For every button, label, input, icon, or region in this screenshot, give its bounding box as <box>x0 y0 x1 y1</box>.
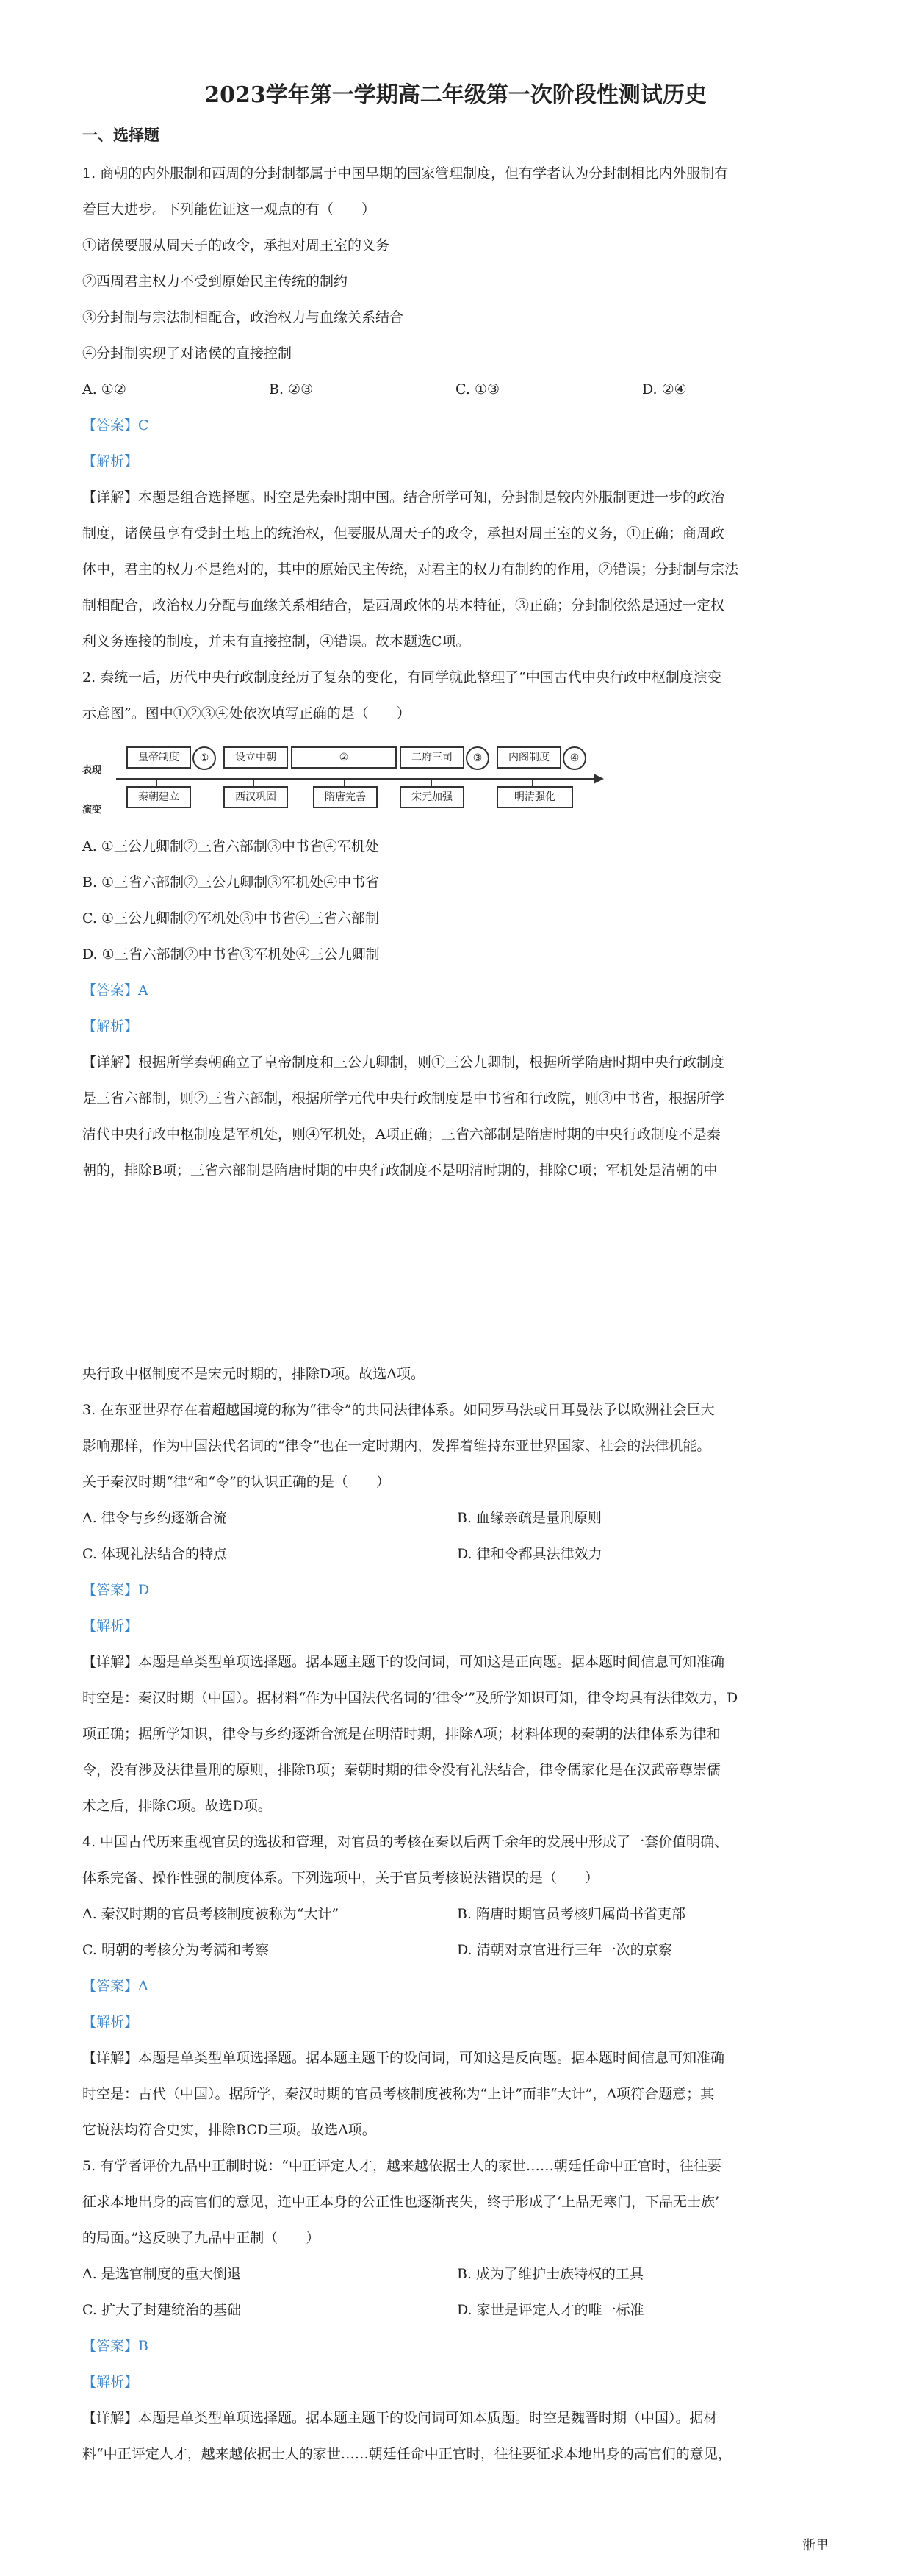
analysis-label: 【解析】 <box>82 453 139 469</box>
option-b: B. ②③ <box>269 381 314 397</box>
box-emperor-system: 皇帝制度 <box>126 746 191 769</box>
options <box>82 1896 832 1932</box>
answer-label: 【答案】C <box>82 417 149 433</box>
question-stem: 体系完备、操作性强的制度体系。下列选项中，关于官员考核说法错误的是（ ） <box>82 1870 599 1886</box>
question-1 <box>82 156 832 660</box>
detail-line: 料“中正评定人才，越来越依据士人的家世……朝廷任命中正官时，往往要征求本地出身的高官们的意见， <box>82 2446 732 2462</box>
option-c: C. ①三公九卿制②军机处③中书省④三省六部制 <box>82 910 379 927</box>
option-b: B. ①三省六部制②三公九卿制③军机处④中书省 <box>82 874 380 891</box>
detail-line: 央行政中枢制度不是宋元时期的，排除D项。故选A项。 <box>82 1366 425 1382</box>
option-d: D. ①三省六部制②中书省③军机处④三公九卿制 <box>82 946 380 963</box>
blank-1: ① <box>192 746 216 770</box>
detail-line: 【详解】本题是组合选择题。时空是先秦时期中国。结合所学可知，分封制是较内外服制更进一步的政治 <box>82 489 725 506</box>
evolution-diagram <box>82 744 611 814</box>
question-stem: 4. 中国古代历来重视官员的选拔和管理，对官员的考核在秦以后两千余年的发展中形成了一套价值明确、 <box>82 1834 729 1850</box>
box-western-han: 西汉巩固 <box>223 786 288 808</box>
detail-line: 体中，君主的权力不是绝对的，其中的原始民主传统，对君主的权力有制约的作用，②错误；分封制与宗法 <box>82 561 739 578</box>
options <box>82 1500 832 1536</box>
detail-line: 利义务连接的制度，并未有直接控制，④错误。故本题选C项。 <box>82 633 470 650</box>
box-qin: 秦朝建立 <box>126 786 191 808</box>
box-ming-qing: 明清强化 <box>497 786 573 808</box>
option-d: D. 律和令都具法律效力 <box>457 1546 602 1562</box>
page-title: 2023学年第一学期高二年级第一次阶段性测试历史 <box>204 82 707 108</box>
question-stem: 2. 秦统一后，历代中央行政制度经历了复杂的变化，有同学就此整理了“中国古代中央行政中枢制度演变 <box>82 669 721 686</box>
question-stem: 征求本地出身的高官们的意见，连中正本身的公正性也逐渐丧失，终于形成了‘上品无寒门，下品无士族’ <box>82 2194 720 2210</box>
question-stem: 影响那样，作为中国法代名词的“律令”也在一定时期内，发挥着维持东亚世界国家、社会的法律机能。 <box>82 1438 711 1454</box>
question-stem: 5. 有学者评价九品中正制时说：“中正评定人才，越来越依据士人的家世……朝廷任命中正官时，往往要 <box>82 2158 721 2174</box>
diagram-label-top: 表现 <box>82 765 102 776</box>
box-inner-court: 设立中朝 <box>223 746 288 769</box>
timeline-tick <box>532 779 533 786</box>
detail-line: 术之后，排除C项。故选D项。 <box>82 1798 272 1814</box>
detail-line: 项正确；据所学知识，律令与乡约逐渐合流是在明清时期，排除A项；材料体现的秦朝的法律体系为律和 <box>82 1726 721 1742</box>
answer-label: 【答案】A <box>82 1978 148 1994</box>
options <box>82 1932 832 1968</box>
blank-4: ④ <box>563 746 586 770</box>
option-b: B. 血缘亲疏是量刑原则 <box>457 1510 602 1526</box>
box-cabinet: 内阁制度 <box>497 746 561 769</box>
option-d: D. 清朝对京官进行三年一次的京察 <box>457 1942 672 1958</box>
blank-2: ② <box>291 746 397 769</box>
blank-3: ③ <box>466 746 489 770</box>
statement: ④分封制实现了对诸侯的直接控制 <box>82 345 292 361</box>
option-d: D. 家世是评定人才的唯一标准 <box>457 2302 644 2318</box>
question-stem: 的局面。”这反映了九品中正制（ ） <box>82 2230 320 2246</box>
options <box>82 1536 832 1572</box>
detail-line: 【详解】本题是单类型单项选择题。据本题主题干的设问词，可知这是反向题。据本题时间信息可知准确 <box>82 2050 725 2066</box>
diagram-label-bottom: 演变 <box>82 805 102 816</box>
analysis-label: 【解析】 <box>82 2374 139 2390</box>
detail-line: 时空是：秦汉时期（中国）。据材料“作为中国法代名词的‘律令’”及所学知识可知，律令均具有法律效力，D <box>82 1690 738 1706</box>
arrow-right-icon <box>594 774 604 784</box>
detail-line: 制度，诸侯虽享有受封土地上的统治权，但要服从周天子的政令，承担对周王室的义务，①正确；商周政 <box>82 525 725 542</box>
timeline-tick <box>253 779 254 786</box>
detail-line: 是三省六部制，则②三省六部制，根据所学元代中央行政制度是中书省和行政院，则③中书省，根据所学 <box>82 1090 725 1107</box>
question-stem: 关于秦汉时期“律”和“令”的认识正确的是（ ） <box>82 1474 390 1490</box>
detail-line: 清代中央行政中枢制度是军机处，则④军机处，A项正确；三省六部制是隋唐时期的中央行政制度不是秦 <box>82 1126 721 1143</box>
box-sui-tang: 隋唐完善 <box>313 786 378 808</box>
option-d: D. ②④ <box>642 381 687 397</box>
option-b: B. 隋唐时期官员考核归属尚书省吏部 <box>457 1906 686 1922</box>
option-c: C. 体现礼法结合的特点 <box>82 1546 227 1562</box>
timeline-axis <box>116 778 595 780</box>
question-stem: 1. 商朝的内外服制和西周的分封制都属于中国早期的国家管理制度，但有学者认为分封制相比内外服制有 <box>82 165 729 181</box>
question-stem: 示意图”。图中①②③④处依次填写正确的是（ ） <box>82 705 411 722</box>
question-stem: 3. 在东亚世界存在着超越国境的称为“律令”的共同法律体系。如同罗马法或日耳曼法予以欧洲社会巨大 <box>82 1402 715 1418</box>
answer-label: 【答案】A <box>82 982 148 999</box>
analysis-label: 【解析】 <box>82 1018 139 1035</box>
option-a: A. 律令与乡约逐渐合流 <box>82 1510 227 1526</box>
detail-line: 【详解】本题是单类型单项选择题。据本题主题干的设问词可知本质题。时空是魏晋时期（中国）。据材 <box>82 2410 718 2426</box>
option-a: A. 是选官制度的重大倒退 <box>82 2266 241 2282</box>
options <box>82 372 832 408</box>
analysis-label: 【解析】 <box>82 2014 139 2030</box>
option-a: A. ①三公九卿制②三省六部制③中书省④军机处 <box>82 838 379 855</box>
option-c: C. 明朝的考核分为考满和考察 <box>82 1942 269 1958</box>
statement: ②西周君主权力不受到原始民主传统的制约 <box>82 273 348 289</box>
options <box>82 2292 832 2328</box>
detail-line: 【详解】本题是单类型单项选择题。据本题主题干的设问词，可知这是正向题。据本题时间信息可知准确 <box>82 1654 725 1670</box>
statement: ③分封制与宗法制相配合，政治权力与血缘关系结合 <box>82 309 404 325</box>
analysis-label: 【解析】 <box>82 1618 139 1634</box>
box-song-yuan: 宋元加强 <box>400 786 464 808</box>
detail-line: 它说法均符合史实，排除BCD三项。故选A项。 <box>82 2122 376 2138</box>
detail-line: 制相配合，政治权力分配与血缘关系相结合，是西周政体的基本特征，③正确；分封制依然是通过一定权 <box>82 597 725 614</box>
answer-label: 【答案】B <box>82 2338 148 2354</box>
option-b: B. 成为了维护士族特权的工具 <box>457 2266 644 2282</box>
timeline-tick <box>156 779 157 786</box>
question-2 <box>82 660 832 1189</box>
detail-line: 朝的，排除B项；三省六部制是隋唐时期的中央行政制度不是明清时期的，排除C项；军机处是清朝的中 <box>82 1162 718 1179</box>
option-a: A. 秦汉时期的官员考核制度被称为“大计” <box>82 1906 339 1922</box>
options <box>82 2256 832 2292</box>
detail-line: 令，没有涉及法律量刑的原则，排除B项；秦朝时期的律令没有礼法结合，律令儒家化是在汉武帝尊崇儒 <box>82 1762 721 1778</box>
timeline-tick <box>431 779 432 786</box>
option-c: C. ①③ <box>455 381 500 397</box>
box-two-offices: 二府三司 <box>400 746 464 769</box>
statement: ①诸侯要服从周天子的政令，承担对周王室的义务 <box>82 237 390 253</box>
option-a: A. ①② <box>82 381 126 397</box>
answer-label: 【答案】D <box>82 1582 150 1598</box>
timeline-tick <box>344 779 345 786</box>
option-c: C. 扩大了封建统治的基础 <box>82 2302 241 2318</box>
page-footer: 浙里 <box>802 2538 829 2553</box>
detail-line: 时空是：古代（中国）。据所学，秦汉时期的官员考核制度被称为“上计”而非“大计”，A项符合题意；其 <box>82 2086 715 2102</box>
question-3 <box>82 1356 832 2472</box>
question-stem: 着巨大进步。下列能佐证这一观点的有（ ） <box>82 201 376 217</box>
section-title: 一、选择题 <box>82 126 159 144</box>
detail-line: 【详解】根据所学秦朝确立了皇帝制度和三公九卿制，则①三公九卿制，根据所学隋唐时期中央行政制度 <box>82 1054 725 1071</box>
